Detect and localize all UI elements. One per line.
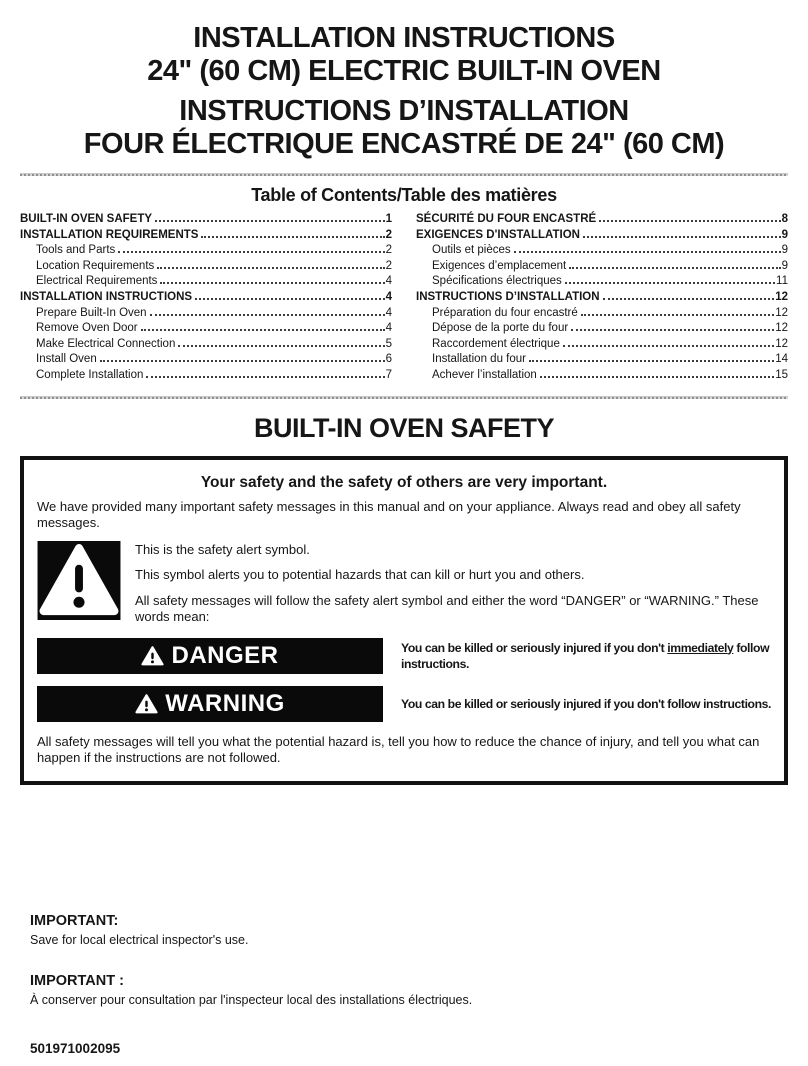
warning-row (37, 686, 771, 722)
safety-section (20, 413, 788, 785)
toc-entry-page-number: 9 (781, 228, 788, 241)
important-note-french (30, 973, 788, 1008)
toc-entry-label: EXIGENCES D'INSTALLATION (416, 228, 580, 241)
toc-entry-dot-leader (581, 314, 774, 316)
danger-row (37, 638, 771, 674)
part-number: 501971002095 (30, 1040, 121, 1056)
toc-entry-dot-leader (150, 314, 385, 316)
toc-entry-label: Exigences d’emplacement (432, 259, 567, 272)
title-line-fr-1: INSTRUCTIONS D’INSTALLATION (179, 95, 629, 127)
warning-description: You can be killed or seriously injured if you don't follow instructions. (401, 696, 772, 711)
toc-entry-label: Prepare Built-In Oven (36, 306, 147, 319)
toc-entry-page-number: 7 (385, 368, 392, 381)
toc-entry-dot-leader (155, 220, 385, 222)
toc-entry-page-number: 2 (385, 259, 392, 272)
danger-desc-post: follow instructions. (401, 640, 770, 671)
toc-entry (416, 259, 788, 275)
toc-entry (20, 228, 392, 244)
toc-entry (416, 212, 788, 228)
toc-entry-label: Install Oven (36, 353, 97, 366)
toc-entry-dot-leader (599, 220, 780, 222)
toc-entry-label: SÉCURITÉ DU FOUR ENCASTRÉ (416, 213, 597, 225)
toc-entry-label: INSTALLATION INSTRUCTIONS (20, 290, 193, 303)
toc-entry-dot-leader (563, 345, 774, 347)
toc-entry-label: Remove Oven Door (36, 322, 138, 335)
toc-entry (416, 290, 788, 306)
toc-entry-label: BUILT-IN OVEN SAFETY (20, 213, 153, 225)
danger-banner (37, 638, 383, 674)
toc-entry-label: Préparation du four encastré (432, 306, 578, 319)
toc-entry (20, 321, 392, 337)
toc-entry (20, 259, 392, 275)
toc-entry-page-number: 9 (781, 259, 788, 272)
alert-line-1: This is the safety alert symbol. (135, 541, 310, 557)
toc-entry-dot-leader (565, 282, 775, 284)
alert-triangle-icon (141, 646, 164, 666)
toc-entry-page-number: 9 (781, 244, 788, 257)
toc-entry (20, 212, 392, 228)
table-of-contents (20, 185, 788, 384)
title-line-en-1: INSTALLATION INSTRUCTIONS (193, 22, 615, 54)
document-title-block (20, 22, 788, 161)
toc-entry-page-number: 8 (781, 213, 788, 225)
toc-entry-page-number: 12 (775, 322, 788, 335)
toc-entry-label: INSTRUCTIONS D’INSTALLATION (416, 290, 600, 303)
toc-entry (416, 243, 788, 259)
toc-column-french (416, 212, 788, 384)
toc-entry-page-number: 15 (775, 368, 788, 381)
safety-message-box (20, 456, 788, 785)
toc-entry-label: Dépose de la porte du four (432, 322, 569, 335)
toc-entry-label: Achever l’installation (432, 368, 537, 381)
toc-entry (20, 290, 392, 306)
toc-entry-page-number: 5 (385, 337, 392, 350)
toc-entry-dot-leader (569, 267, 780, 269)
important-heading-fr: IMPORTANT : (30, 972, 124, 989)
safety-box-footer: All safety messages will tell you what the potential hazard is, tell you how to reduce the chance of injury, and tell you what can happen if the instructions are not followed. (37, 733, 760, 766)
toc-entry-dot-leader (571, 329, 774, 331)
toc-entry-page-number: 2 (385, 244, 392, 257)
toc-entry-label: Complete Installation (36, 368, 144, 381)
toc-entry (20, 306, 392, 322)
title-line-fr-2: FOUR ÉLECTRIQUE ENCASTRÉ DE 24" (60 CM) (83, 128, 725, 160)
toc-entry-dot-leader (141, 329, 385, 331)
toc-entry-dot-leader (514, 251, 781, 253)
toc-entry-dot-leader (583, 236, 781, 238)
toc-columns (20, 212, 788, 384)
toc-entry-dot-leader (146, 376, 384, 378)
toc-column-english (20, 212, 392, 384)
toc-entry-page-number: 4 (385, 290, 392, 303)
toc-entry (20, 337, 392, 353)
toc-entry-dot-leader (157, 267, 384, 269)
warning-banner (37, 686, 383, 722)
toc-entry-page-number: 14 (775, 353, 788, 366)
toc-entry-dot-leader (540, 376, 774, 378)
toc-entry-label: Installation du four (432, 353, 526, 366)
toc-entry-label: Location Requirements (36, 259, 155, 272)
safety-alert-row (37, 541, 771, 626)
toc-entry-page-number: 4 (385, 322, 392, 335)
toc-entry-page-number: 4 (385, 306, 392, 319)
toc-entry-label: Make Electrical Connection (36, 337, 176, 350)
toc-entry-page-number: 12 (775, 306, 788, 319)
toc-entry-dot-leader (201, 236, 384, 238)
toc-entry (416, 368, 788, 384)
toc-entry-label: Spécifications électriques (432, 275, 562, 288)
toc-entry-dot-leader (603, 298, 775, 300)
horizontal-divider-top (20, 173, 788, 176)
danger-desc-underlined: immediately (667, 640, 734, 655)
horizontal-divider-middle (20, 396, 788, 399)
toc-entry-page-number: 12 (775, 337, 788, 350)
toc-entry-dot-leader (178, 345, 384, 347)
alert-triangle-icon (135, 694, 158, 714)
important-text-en: Save for local electrical inspector's use. (30, 932, 249, 947)
toc-entry-dot-leader (160, 282, 384, 284)
safety-alert-text (135, 541, 771, 626)
toc-entry (416, 274, 788, 290)
danger-label: DANGER (171, 641, 279, 669)
danger-description (401, 640, 771, 672)
toc-entry (20, 243, 392, 259)
toc-entry (416, 228, 788, 244)
toc-entry (416, 306, 788, 322)
toc-entry-label: Outils et pièces (432, 244, 511, 257)
important-heading-en: IMPORTANT: (30, 912, 119, 929)
toc-entry (416, 352, 788, 368)
toc-entry-page-number: 6 (385, 353, 392, 366)
toc-entry (20, 368, 392, 384)
toc-heading: Table of Contents/Table des matières (251, 185, 557, 205)
danger-desc-pre: You can be killed or seriously injured if you don't (401, 640, 668, 655)
toc-entry-page-number: 11 (776, 275, 788, 288)
toc-entry-dot-leader (529, 360, 774, 362)
toc-entry (20, 274, 392, 290)
alert-line-3: All safety messages will follow the safety alert symbol and either the word “DANGER” or “WARNING.” These words mean: (135, 592, 759, 625)
alert-line-2: This symbol alerts you to potential hazards that can kill or hurt you and others. (135, 567, 585, 583)
toc-entry-label: Raccordement électrique (432, 337, 560, 350)
toc-entry-page-number: 2 (385, 228, 392, 241)
toc-entry (416, 337, 788, 353)
important-text-fr: À conserver pour consultation par l'inspecteur local des installations électriques. (30, 992, 473, 1007)
safety-section-heading: BUILT-IN OVEN SAFETY (253, 412, 554, 443)
toc-entry-dot-leader (100, 360, 385, 362)
warning-label: WARNING (165, 689, 285, 717)
safety-alert-icon (37, 541, 121, 620)
toc-entry-page-number: 1 (385, 213, 392, 225)
toc-entry-page-number: 12 (775, 290, 788, 303)
toc-entry-label: INSTALLATION REQUIREMENTS (20, 228, 199, 241)
important-note-english (30, 913, 788, 948)
toc-entry-label: Tools and Parts (36, 244, 116, 257)
toc-entry (20, 352, 392, 368)
toc-entry (416, 321, 788, 337)
safety-box-intro: We have provided many important safety messages in this manual and on your appliance. Always read and obey all safety messages. (37, 498, 741, 531)
title-line-en-2: 24" (60 CM) ELECTRIC BUILT-IN OVEN (147, 55, 661, 87)
toc-entry-dot-leader (118, 251, 384, 253)
safety-box-heading: Your safety and the safety of others are very important. (200, 473, 608, 491)
toc-entry-page-number: 4 (385, 275, 392, 288)
toc-entry-dot-leader (195, 298, 385, 300)
toc-entry-label: Electrical Requirements (36, 275, 158, 288)
